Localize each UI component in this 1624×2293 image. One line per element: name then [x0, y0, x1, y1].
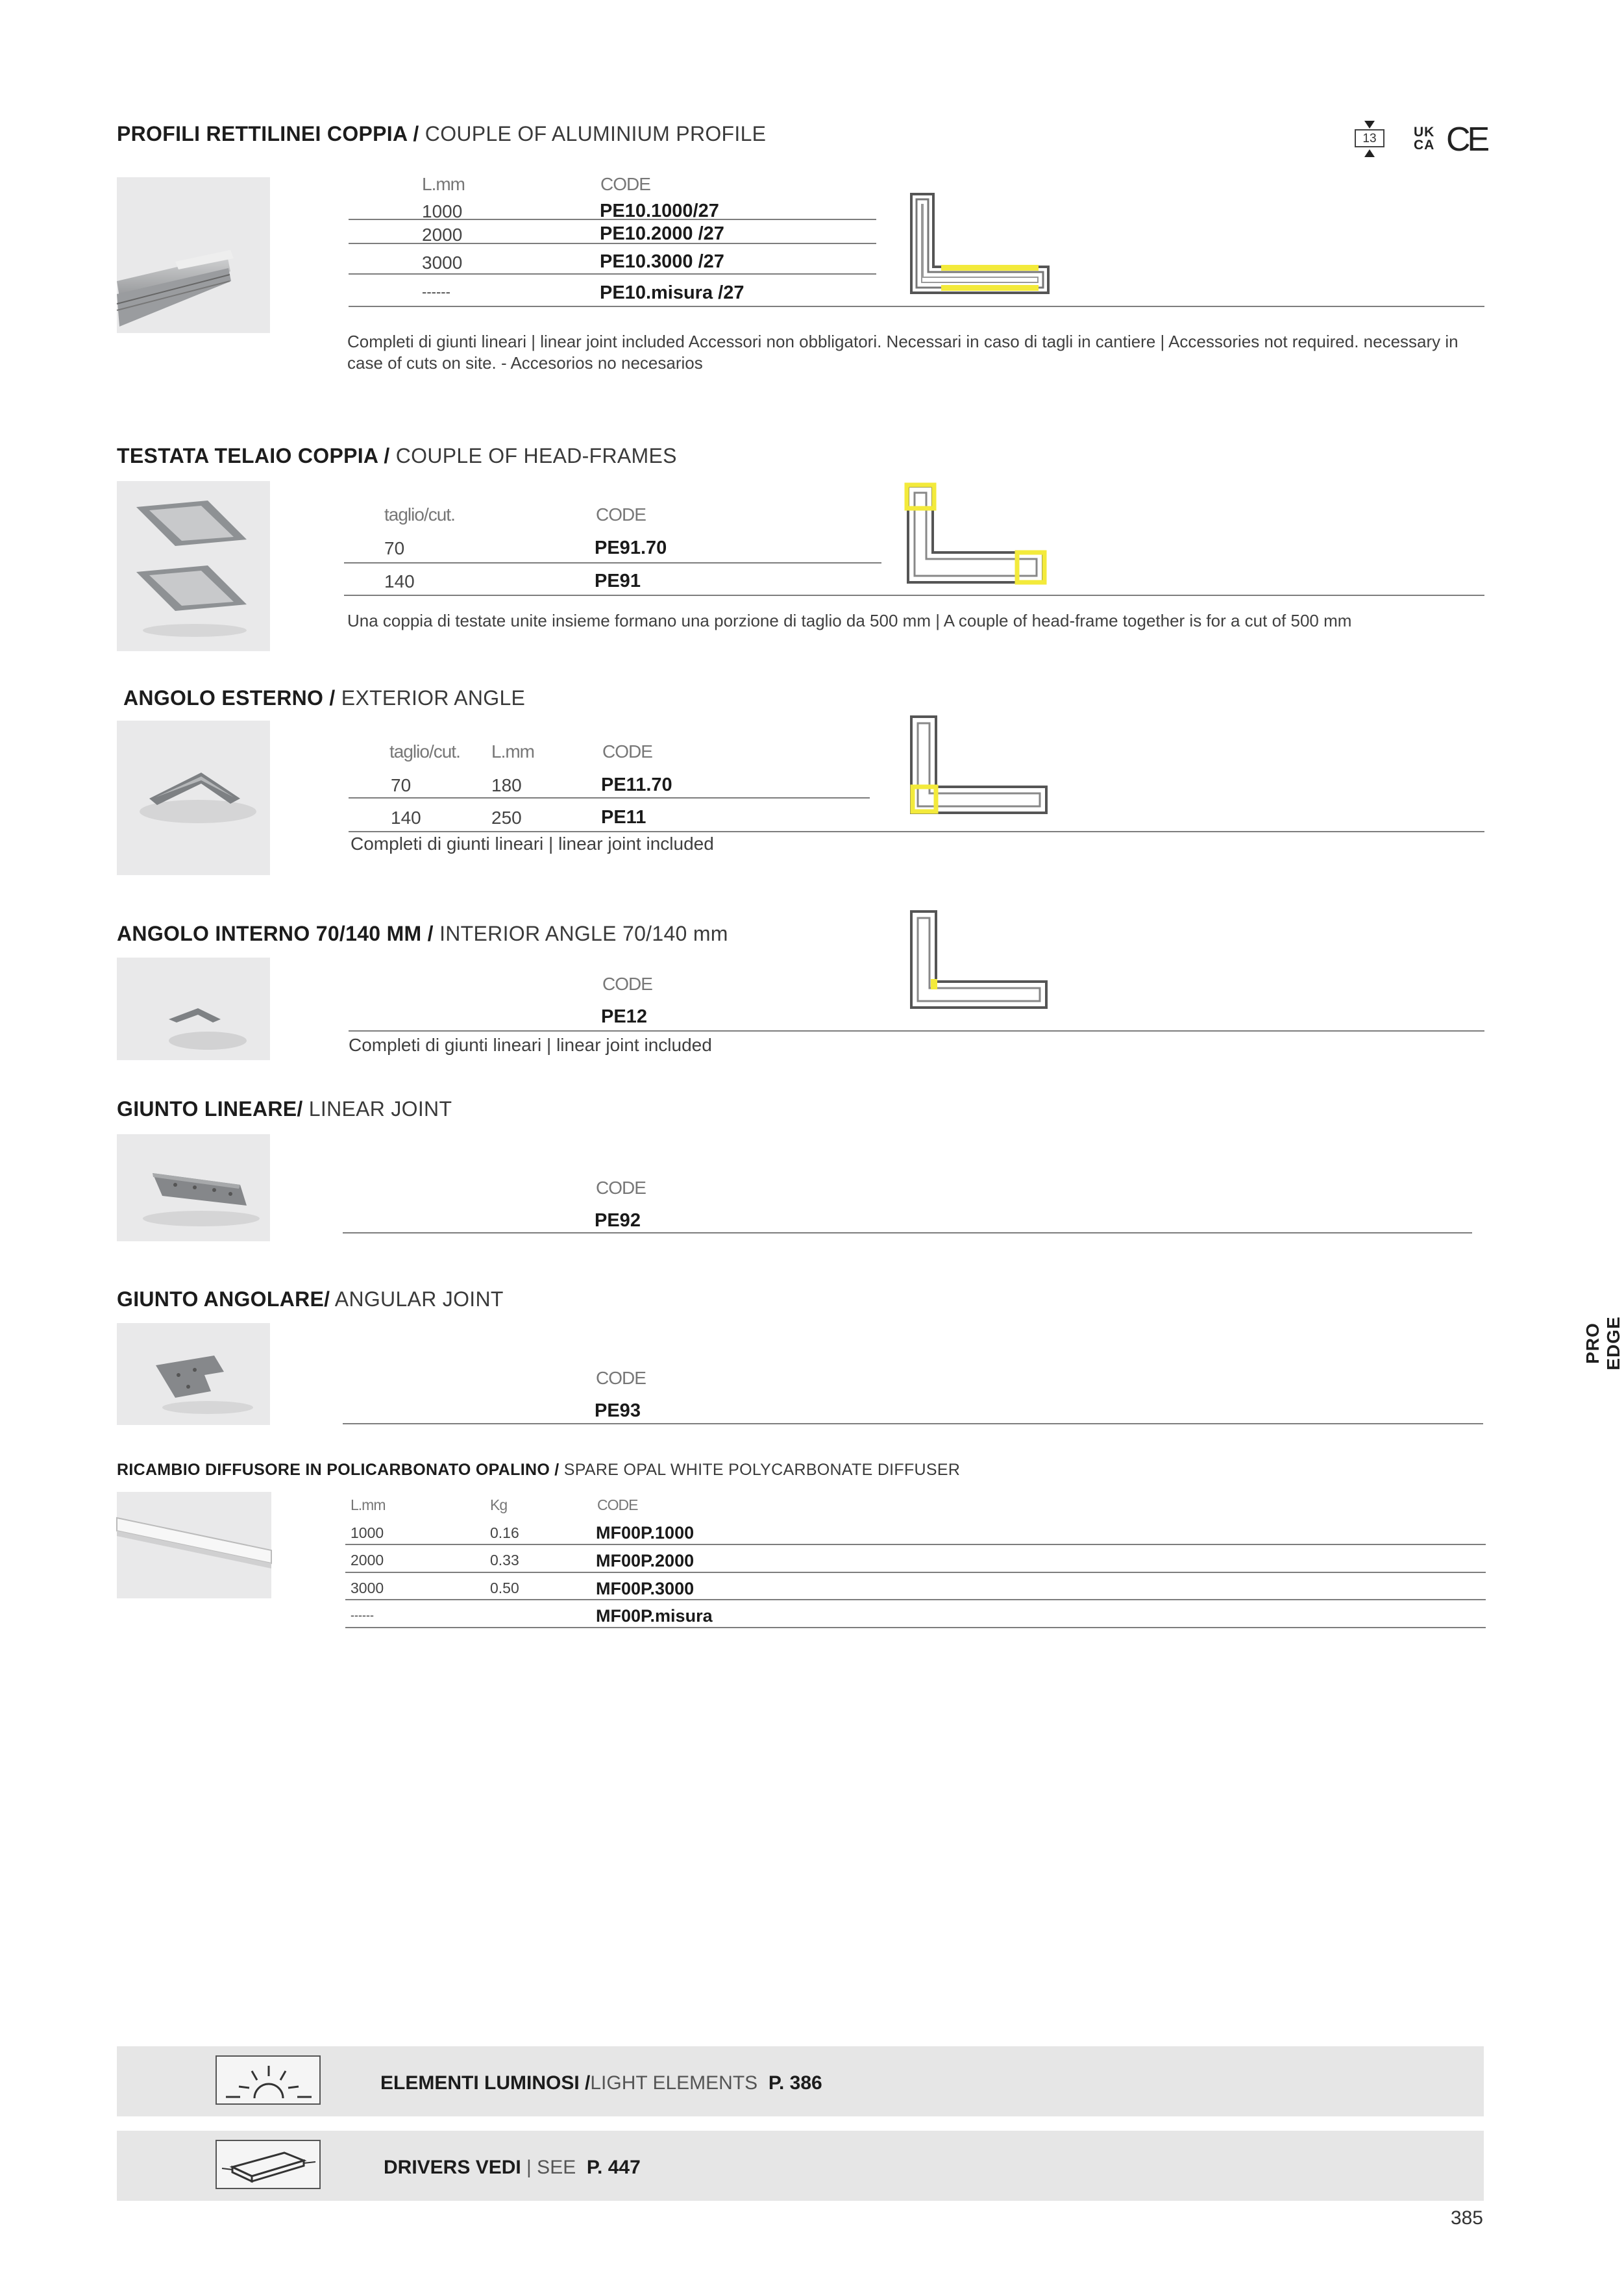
ce-mark: CE: [1446, 121, 1487, 158]
row-rule: [344, 595, 1484, 596]
section-note-angolo-esterno: Completi di giunti lineari | linear joint included: [351, 834, 714, 854]
section-note-angolo-interno: Completi di giunti lineari | linear joint included: [349, 1035, 712, 1055]
row-rule: [343, 1423, 1483, 1424]
ip-badge-number: 13: [1362, 132, 1377, 145]
row-rule: [349, 273, 876, 275]
exterior-angle-photo: [117, 721, 270, 875]
row-rule: [344, 562, 881, 564]
light-elements-box: [215, 2055, 321, 2105]
section-title-giunto-lineare: GIUNTO LINEARE/ LINEAR JOINT: [117, 1097, 452, 1121]
header-code: CODE: [596, 1178, 646, 1198]
page-number: 385: [1450, 2207, 1483, 2229]
profile-diagram-icon: [909, 192, 1055, 295]
header-weight: Kg: [490, 1496, 508, 1513]
table-cell-code: MF00P.1000: [596, 1523, 695, 1543]
table-cell-weight: 0.33: [490, 1552, 519, 1568]
row-rule: [345, 1627, 1486, 1628]
driver-icon: [217, 2141, 319, 2188]
row-rule: [345, 1544, 1486, 1545]
header-length: L.mm: [351, 1496, 386, 1513]
interior-angle-diagram-icon: [909, 909, 1052, 1011]
light-elements-link[interactable]: ELEMENTI LUMINOSI /LIGHT ELEMENTS P. 386: [380, 2072, 822, 2094]
section-title-diffusore: RICAMBIO DIFFUSORE IN POLICARBONATO OPALINO / SPARE OPAL WHITE POLYCARBONATE DIFFUSER: [117, 1461, 961, 1479]
light-elements-band[interactable]: [117, 2046, 1484, 2116]
table-cell-length: ------: [351, 1609, 374, 1622]
table-cell-length: 3000: [422, 253, 463, 273]
section-title-testata: TESTATA TELAIO COPPIA / COUPLE OF HEAD-FRAMES: [117, 444, 677, 467]
row-rule: [343, 1232, 1472, 1233]
table-cell-code: MF00P.3000: [596, 1579, 695, 1598]
table-cell-length: 3000: [351, 1580, 384, 1596]
table-cell-length: 250: [491, 808, 522, 828]
linear-joint-photo: [117, 1134, 270, 1241]
table-cell-code: PE11: [601, 807, 646, 828]
table-cell-length: 180: [491, 775, 522, 795]
head-frame-diagram-icon: [905, 484, 1048, 586]
table-cell-code: PE11.70: [601, 775, 672, 795]
table-cell-weight: 0.16: [490, 1524, 519, 1541]
interior-angle-photo: [117, 958, 270, 1060]
section-title-profili: PROFILI RETTILINEI COPPIA / COUPLE OF ALUMINIUM PROFILE: [117, 122, 767, 145]
table-cell-code: PE91: [595, 571, 641, 591]
section-title-giunto-angolare: GIUNTO ANGOLARE/ ANGULAR JOINT: [117, 1287, 504, 1311]
ukca-mark: UK CA: [1414, 125, 1435, 153]
table-cell-code: PE12: [601, 1006, 647, 1027]
header-code: CODE: [600, 174, 650, 194]
drivers-link[interactable]: DRIVERS VEDI | SEE P. 447: [384, 2157, 641, 2178]
table-cell-code: PE10.3000 /27: [600, 251, 724, 272]
table-cell-cut: 140: [391, 808, 421, 828]
table-cell-code: PE10.misura /27: [600, 282, 744, 303]
drivers-band[interactable]: [117, 2131, 1484, 2201]
table-cell-cut: 70: [384, 538, 405, 558]
table-cell-code: PE92: [595, 1210, 641, 1231]
row-rule: [345, 1599, 1486, 1600]
table-cell-weight: 0.50: [490, 1580, 519, 1596]
table-cell-length: ------: [422, 284, 450, 300]
light-bulb-icon: [217, 2057, 319, 2103]
row-rule: [345, 1572, 1486, 1573]
side-label: PRO EDGE: [1582, 1316, 1623, 1370]
row-rule: [349, 797, 870, 799]
header-code: CODE: [596, 504, 646, 525]
certification-marks: [1350, 117, 1486, 162]
table-cell-code: PE10.2000 /27: [600, 223, 724, 244]
table-cell-code: MF00P.2000: [596, 1551, 695, 1570]
table-cell-length: 1000: [422, 201, 463, 221]
header-length: L.mm: [422, 174, 465, 194]
angular-joint-photo: [117, 1323, 270, 1425]
row-rule: [349, 1030, 1484, 1032]
diffuser-photo: [117, 1492, 271, 1598]
header-code: CODE: [597, 1496, 638, 1513]
header-code: CODE: [602, 741, 652, 762]
header-length: L.mm: [491, 741, 534, 762]
drivers-box: [215, 2140, 321, 2189]
table-cell-code: MF00P.misura: [596, 1606, 713, 1626]
table-cell-code: PE10.1000/27: [600, 201, 719, 221]
exterior-angle-diagram-icon: [909, 714, 1052, 817]
section-title-angolo-esterno: ANGOLO ESTERNO / EXTERIOR ANGLE: [123, 686, 526, 710]
section-note-testata: Una coppia di testate unite insieme formano una porzione di taglio da 500 mm | A couple of head-frame together is for a cut of 500 mm: [347, 611, 1352, 630]
header-code: CODE: [596, 1368, 646, 1388]
table-cell-length: 1000: [351, 1524, 384, 1541]
section-title-angolo-interno: ANGOLO INTERNO 70/140 MM / INTERIOR ANGLE 70/140 mm: [117, 922, 728, 945]
head-frame-photo: [117, 481, 270, 651]
table-cell-cut: 70: [391, 775, 412, 795]
profile-photo: [117, 177, 270, 333]
header-cut: taglio/cut.: [384, 504, 455, 525]
header-code: CODE: [602, 974, 652, 994]
header-cut: taglio/cut.: [389, 741, 460, 762]
row-rule: [349, 306, 1484, 307]
table-cell-code: PE91.70: [595, 538, 667, 558]
table-cell-cut: 140: [384, 571, 415, 591]
table-cell-code: PE93: [595, 1400, 641, 1421]
row-rule: [349, 831, 1484, 832]
section-note-profili: Completi di giunti lineari | linear joint included Accessori non obbligatori. Necessari in caso di tagli in cantiere | Accessories not required. necessary in case of cuts on site. - Accesorios no necesarios: [347, 332, 1458, 373]
table-cell-length: 2000: [422, 225, 463, 245]
table-cell-length: 2000: [351, 1552, 384, 1568]
